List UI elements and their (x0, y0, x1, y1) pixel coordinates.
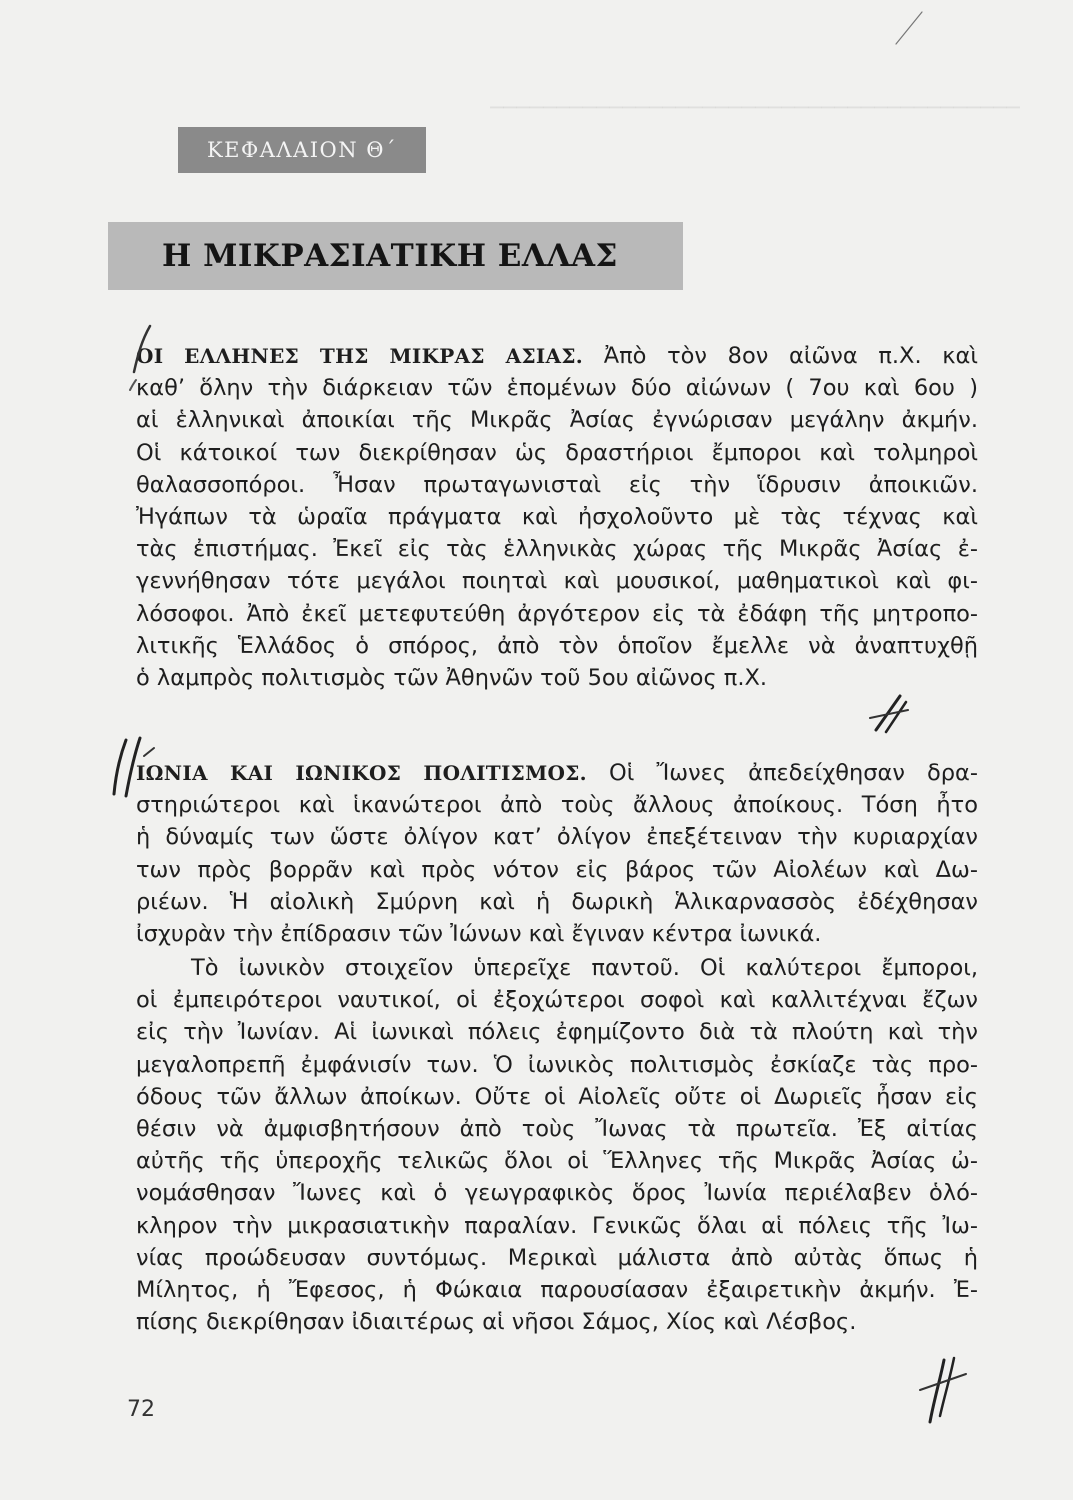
paragraph-line: κληρον τὴν μικρασιατικὴν παραλίαν. Γενικῶς ὅλαι αἱ πόλεις τῆς Ἰω- (136, 1212, 978, 1239)
paragraph-line: Οἱ κάτοικοί των διεκρίθησαν ὡς δραστήριοι ἔμποροι καὶ τολμηροὶ (136, 439, 978, 466)
paragraph-line: θέσιν νὰ ἀμφισβητήσουν ἀπὸ τοὺς Ἴωνας τὰ πρωτεῖα. Ἐξ αἰτίας (136, 1115, 978, 1142)
paragraph-line: καθ’ ὅλην τὴν διάρκειαν τῶν ἑπομένων δύο αἰώνων ( 7ου καὶ 6ου ) (136, 375, 978, 402)
paragraph-line: Τὸ ἰωνικὸν στοιχεῖον ὑπερεῖχε παντοῦ. Οἱ καλύτεροι ἔμποροι, (191, 955, 978, 981)
handwritten-slash-mark (888, 8, 928, 48)
section-greeks-of-asia-minor (136, 340, 978, 694)
paragraph-line: ριέων. Ἡ αἰολικὴ Σμύρνη καὶ ἡ δωρικὴ Ἁλικαρνασσὸς ἐδέχθησαν (136, 888, 978, 915)
chapter-label: ΚΕΦΑΛΑΙΟΝ Θ΄ (178, 127, 426, 173)
paragraph-line: εἰς τὴν Ἰωνίαν. Αἱ ἰωνικαὶ πόλεις ἐφημίζοντο διὰ τὰ πλούτη καὶ τὴν (136, 1019, 978, 1046)
paragraph-line: θαλασσοπόροι. Ἦσαν πρωταγωνισταὶ εἰς τὴν ἵδρυσιν ἀποικιῶν. (136, 471, 978, 498)
paragraph-line: στηριώτεροι καὶ ἱκανώτεροι ἀπὸ τοὺς ἄλλους ἀποίκους. Τόση ἦτο (136, 792, 978, 819)
page-number: 72 (127, 1397, 155, 1422)
paragraph-text: Ἀπὸ τὸν 8ον αἰῶνα π.Χ. καὶ (583, 343, 978, 369)
section-heading: ΟΙ ΕΛΛΗΝΕΣ ΤΗΣ ΜΙΚΡΑΣ ΑΣΙΑΣ. (136, 344, 584, 368)
paragraph-line: οἱ ἐμπειρότεροι ναυτικοί, οἱ ἐξοχώτεροι σοφοὶ καὶ καλλιτέχναι ἔζων (136, 987, 978, 1014)
paragraph-line (136, 757, 978, 789)
paragraph-line: λιτικῆς Ἑλλάδος ὁ σπόρος, ἀπὸ τὸν ὁποῖον ἔμελλε νὰ ἀναπτυχθῇ (136, 632, 978, 659)
paragraph-line: αἱ ἑλληνικαὶ ἀποικίαι τῆς Μικρᾶς Ἀσίας ἐγνώρισαν μεγάλην ἀκμήν. (136, 407, 978, 434)
section-ionian-supremacy (136, 952, 978, 1338)
paragraph-line: Μίλητος, ἡ Ἔφεσος, ἡ Φώκαια παρουσίασαν ἐξαιρετικὴν ἀκμήν. Ἐ- (136, 1276, 978, 1303)
paragraph-line: αὐτῆς τῆς ὑπεροχῆς τελικῶς ὅλοι οἱ Ἕλληνες τῆς Μικρᾶς Ἀσίας ὠ- (136, 1148, 978, 1175)
reverse-page-bleedthrough: ──────────────────────────────────────── (490, 96, 1020, 121)
paragraph-line: γεννήθησαν τότε μεγάλοι ποιηταὶ καὶ μουσικοί, μαθηματικοὶ καὶ φι- (136, 568, 978, 595)
paragraph-line: όδους τῶν ἄλλων ἀποίκων. Οὔτε οἱ Αἰολεῖς οὔτε οἱ Δωριεῖς ἦσαν εἰς (136, 1083, 978, 1110)
section-ionia (136, 757, 978, 950)
paragraph-line: ἰσχυρὰν τὴν ἐπίδρασιν τῶν Ἰώνων καὶ ἔγιναν κέντρα ἰωνικά. (136, 920, 822, 947)
paragraph-line (136, 340, 978, 372)
page-title: Η ΜΙΚΡΑΣΙΑΤΙΚΗ ΕΛΛΑΣ (162, 238, 618, 274)
paragraph-line: λόσοφοι. Ἀπὸ ἐκεῖ μετεφυτεύθη ἀργότερον εἰς τὰ ἐδάφη τῆς μητροπο- (136, 600, 978, 627)
paragraph-line: τὰς ἐπιστήμας. Ἐκεῖ εἰς τὰς ἑλληνικὰς χώρας τῆς Μικρᾶς Ἀσίας ἐ- (136, 536, 978, 563)
paragraph-line: νομάσθησαν Ἴωνες καὶ ὁ γεωγραφικὸς ὅρος Ἰωνία περιέλαβεν ὁλό- (136, 1180, 978, 1207)
paragraph-text: Οἱ Ἴωνες ἀπεδείχθησαν δρα- (586, 760, 978, 786)
paragraph-line: νίας προώδευσαν συντόμως. Μερικαὶ μάλιστα ἀπὸ αὐτὰς ὅπως ἡ (136, 1244, 978, 1271)
handwritten-slash-mark (866, 688, 916, 738)
paragraph-line: Ἠγάπων τὰ ὡραῖα πράγματα καὶ ἠσχολοῦντο μὲ τὰς τέχνας καὶ (136, 503, 978, 530)
section-heading: ΙΩΝΙΑ ΚΑΙ ΙΩΝΙΚΟΣ ΠΟΛΙΤΙΣΜΟΣ. (136, 761, 587, 785)
paragraph-line: πίσης διεκρίθησαν ἰδιαιτέρως αἱ νῆσοι Σάμος, Χίος καὶ Λέσβος. (136, 1309, 857, 1336)
paragraph-line: μεγαλοπρεπῆ ἐμφάνισίν των. Ὁ ἰωνικὸς πολιτισμὸς ἐσκίαζε τὰς προ- (136, 1051, 978, 1078)
handwritten-slash-mark (914, 1350, 970, 1430)
paragraph-line: των πρὸς βορρᾶν καὶ πρὸς νότον εἰς βάρος τῶν Αἰολέων καὶ Δω- (136, 856, 978, 883)
paragraph-line: ἡ δύναμίς των ὥστε ὀλίγον κατ’ ὀλίγον ἐπεξέτειναν τὴν κυριαρχίαν (136, 824, 978, 851)
paragraph-line: ὁ λαμπρὸς πολιτισμὸς τῶν Ἀθηνῶν τοῦ 5ου αἰῶνος π.Χ. (136, 664, 768, 691)
